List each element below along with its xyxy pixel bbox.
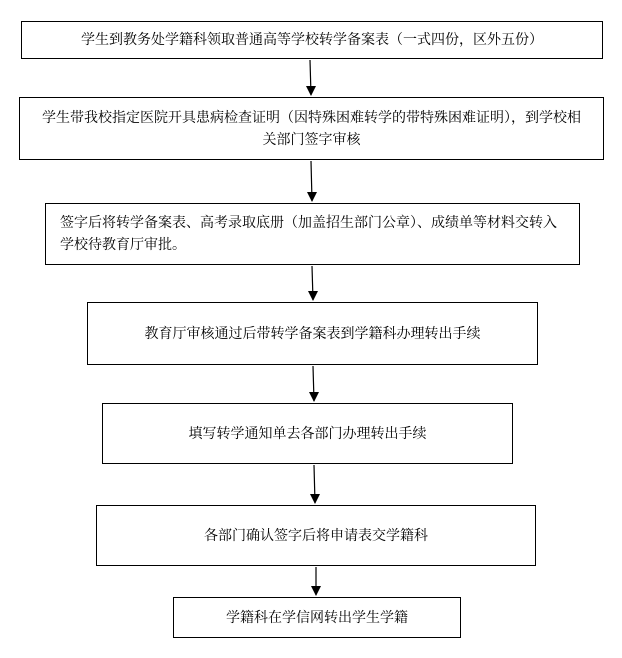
arrow-5-to-6 [310,465,320,504]
flow-step-4 [87,302,538,365]
flow-step-3-text: 签字后将转学备案表、高考录取底册（加盖招生部门公章）、成绩单等材料交转入学校待教育厅审批。 [60,215,557,253]
flow-step-5 [102,403,513,464]
flow-step-7 [173,597,461,638]
flow-step-6-text: 各部门确认签字后将申请表交学籍科 [204,527,428,544]
flow-step-2 [19,97,604,160]
arrow-6-to-7 [311,567,321,596]
arrow-4-to-5 [309,366,319,402]
flow-step-1-text: 学生到教务处学籍科领取普通高等学校转学备案表（一式四份，区外五份） [81,32,543,48]
arrow-2-to-3 [307,161,317,202]
flow-step-2-text: 学生带我校指定医院开具患病检查证明（因特殊困难转学的带特殊困难证明），到学校相关部门签字审核 [42,109,581,148]
arrow-3-to-4 [308,266,318,301]
flow-step-1 [21,21,603,59]
flow-step-5-text: 填写转学通知单去各部门办理转出手续 [188,425,427,442]
flow-step-3 [45,203,580,265]
flow-step-7-text: 学籍科在学信网转出学生学籍 [226,609,408,626]
arrow-1-to-2 [306,60,316,96]
flow-step-6 [96,505,536,566]
flow-step-4-text: 教育厅审核通过后带转学备案表到学籍科办理转出手续 [144,325,481,342]
